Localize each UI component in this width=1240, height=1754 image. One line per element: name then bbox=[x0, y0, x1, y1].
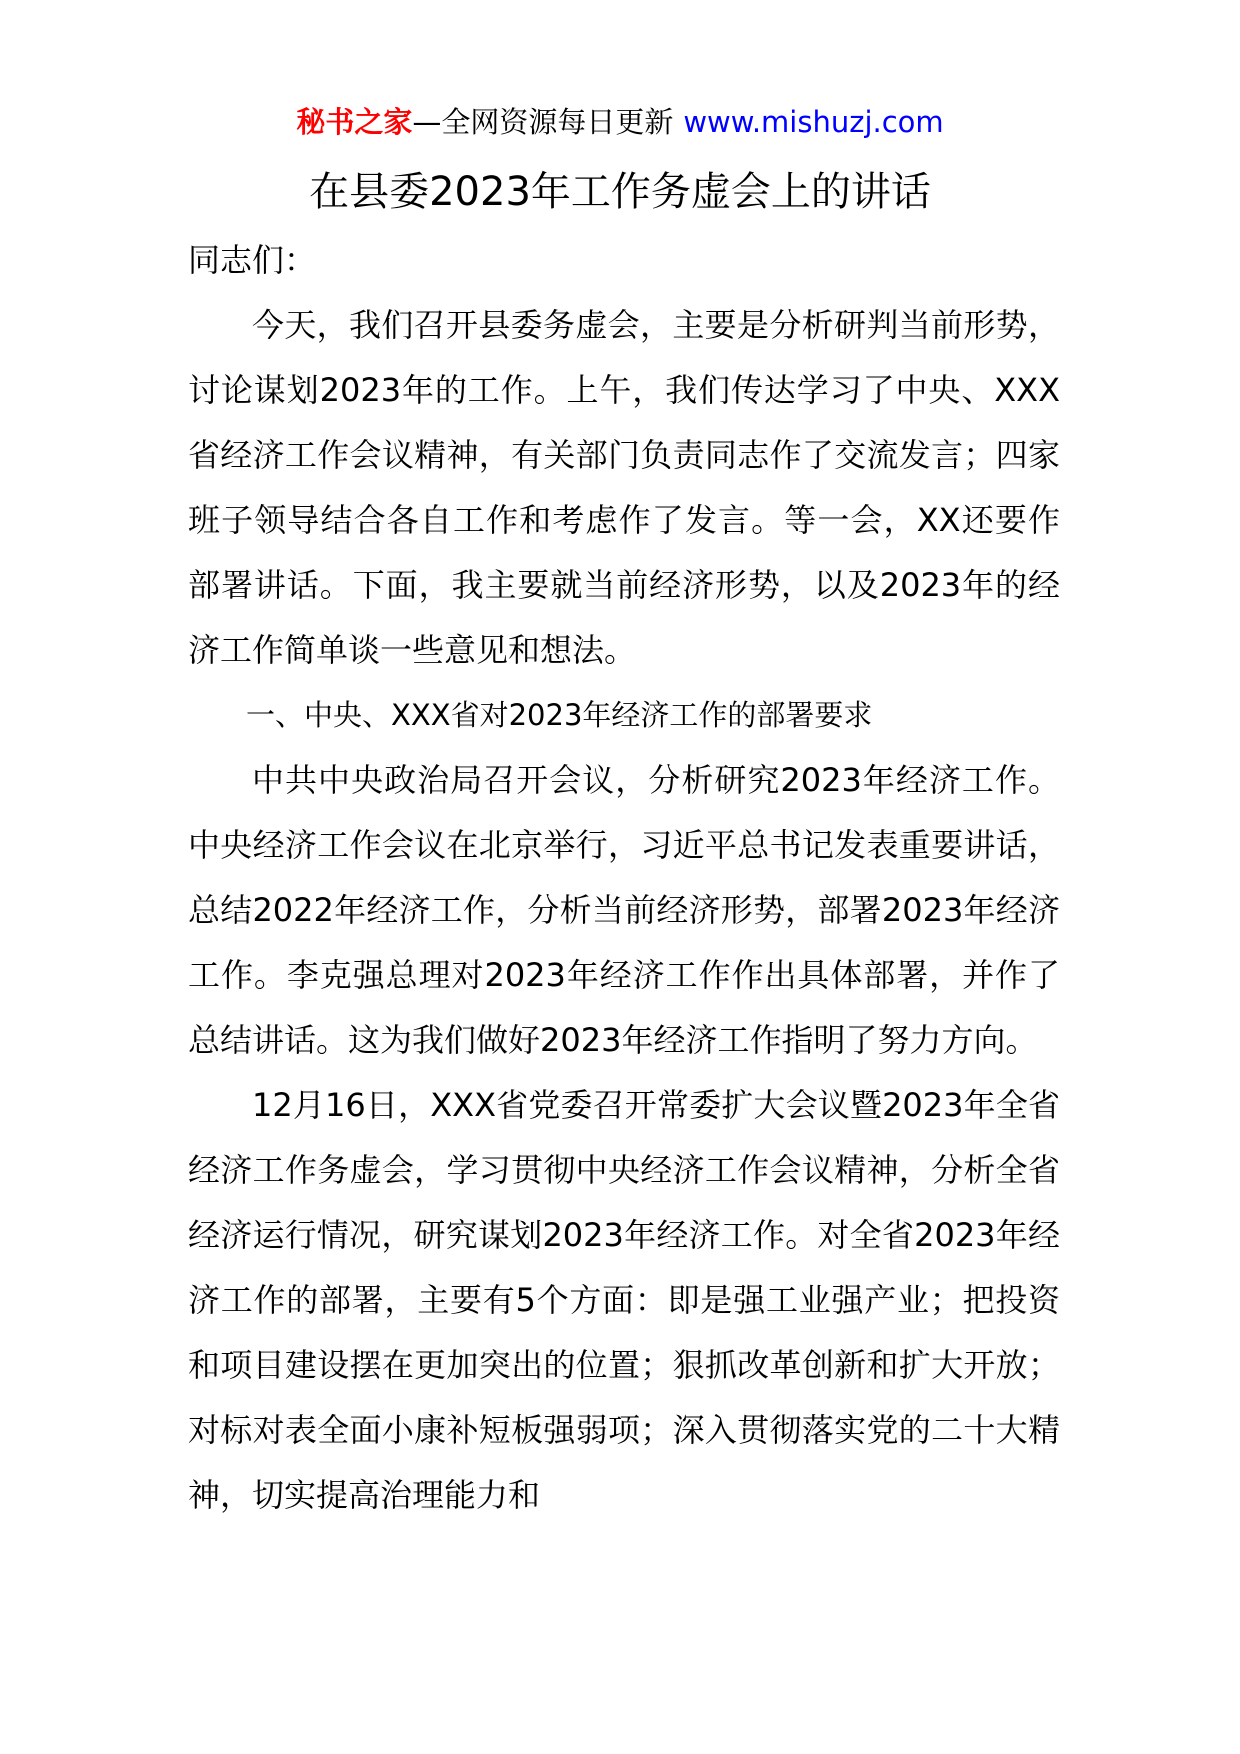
site-header bbox=[0, 98, 1240, 146]
paragraph: 中共中央政治局召开会议，分析研究2023年经济工作。中央经济工作会议在北京举行，习近平总书记发表重要讲话，总结2022年经济工作，分析当前经济形势，部署2023年经济工作。李克强总理对2023年经济工作作出具体部署，并作了总结讲话。这为我们做好2023年经济工作指明了努力方向。 bbox=[188, 761, 1060, 1059]
brand-name: 秘书之家 bbox=[296, 105, 413, 139]
paragraph: 今天，我们召开县委务虚会，主要是分析研判当前形势，讨论谋划2023年的工作。上午，我们传达学习了中央、XXX省经济工作会议精神，有关部门负责同志作了交流发言；四家班子领导结合各自工作和考虑作了发言。等一会，XX还要作部署讲话。下面，我主要就当前经济形势，以及2023年的经济工作简单谈一些意见和想法。 bbox=[188, 306, 1060, 669]
site-url-link[interactable]: www.mishuzj.com bbox=[683, 105, 944, 139]
document-body bbox=[188, 228, 1060, 1528]
document-title: 在县委2023年工作务虚会上的讲话 bbox=[309, 169, 931, 215]
salutation: 同志们： bbox=[188, 241, 317, 279]
header-tagline: —全网资源每日更新 bbox=[412, 105, 674, 139]
paragraph: 12月16日，XXX省党委召开常委扩大会议暨2023年全省经济工作务虚会，学习贯彻中央经济工作会议精神，分析全省经济运行情况，研究谋划2023年经济工作。对全省2023年经济工作的部署，主要有5个方面：即是强工业强产业；把投资和项目建设摆在更加突出的位置；狠抓改革创新和扩大开放；对标对表全面小康补短板强弱项；深入贯彻落实党的二十大精神，切实提高治理能力和 bbox=[188, 1086, 1060, 1514]
section-heading: 一、中央、XXX省对2023年经济工作的部署要求 bbox=[246, 698, 873, 732]
